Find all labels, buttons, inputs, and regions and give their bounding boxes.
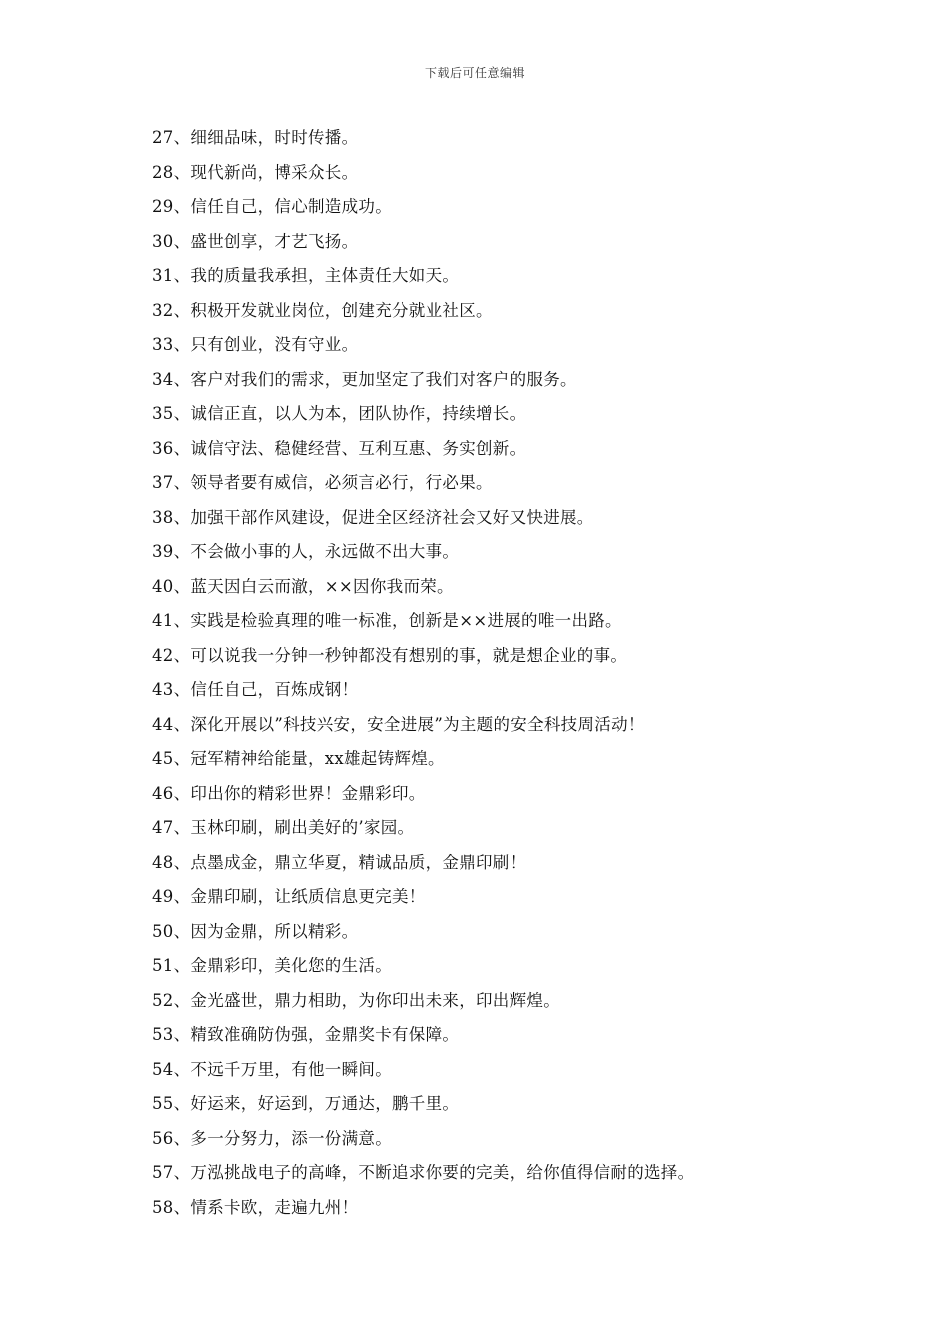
slogan-list (152, 121, 872, 1225)
list-item: 33、只有创业，没有守业。 (152, 335, 359, 354)
list-item: 40、蓝天因白云而澈，××因你我而荣。 (152, 576, 454, 596)
list-item: 50、因为金鼎，所以精彩。 (152, 921, 359, 941)
list-item: 49、金鼎印刷，让纸质信息更完美！ (152, 887, 426, 906)
list-item: 44、深化开展以”科技兴安，安全进展”为主题的安全科技周活动！ (152, 714, 645, 734)
list-item: 51、金鼎彩印，美化您的生活。 (152, 956, 392, 975)
list-item: 53、精致准确防伪强，金鼎奖卡有保障。 (152, 1025, 460, 1044)
list-item: 52、金光盛世，鼎力相助，为你印出未来，印出辉煌。 (152, 990, 560, 1010)
list-item: 32、积极开发就业岗位，创建充分就业社区。 (152, 300, 493, 320)
list-item: 29、信任自己，信心制造成功。 (152, 197, 392, 216)
list-item: 42、可以说我一分钟一秒钟都没有想别的事，就是想企业的事。 (152, 645, 628, 665)
page-header: 下载后可任意编辑 (424, 66, 525, 80)
list-item: 56、多一分努力，添一份满意。 (152, 1128, 392, 1148)
list-item: 35、诚信正直，以人为本，团队协作，持续增长。 (152, 404, 527, 423)
list-item: 38、加强干部作风建设，促进全区经济社会又好又快进展。 (152, 507, 594, 527)
list-item: 55、好运来，好运到，万通达，鹏千里。 (152, 1094, 460, 1113)
list-item: 45、冠军精神给能量，xx雄起铸辉煌。 (152, 749, 445, 768)
list-item: 31、我的质量我承担，主体责任大如天。 (152, 266, 460, 285)
list-item: 48、点墨成金，鼎立华夏，精诚品质，金鼎印刷！ (152, 852, 527, 872)
list-item: 57、万泓挑战电子的高峰，不断追求你要的完美，给你值得信耐的选择。 (152, 1163, 695, 1182)
list-item: 43、信任自己，百炼成钢！ (152, 680, 359, 699)
list-item: 39、不会做小事的人，永远做不出大事。 (152, 542, 460, 561)
list-item: 36、诚信守法、稳健经营、互利互惠、务实创新。 (152, 438, 527, 458)
list-item: 37、领导者要有威信，必须言必行，行必果。 (152, 473, 493, 492)
list-item: 41、实践是检验真理的唯一标准，创新是××进展的唯一出路。 (152, 611, 622, 630)
list-item: 30、盛世创享，才艺飞扬。 (152, 231, 359, 251)
list-item: 34、客户对我们的需求，更加坚定了我们对客户的服务。 (152, 369, 577, 389)
list-item: 27、细细品味，时时传播。 (152, 128, 359, 147)
list-item: 54、不远千万里，有他一瞬间。 (152, 1059, 392, 1079)
list-item: 28、现代新尚，博采众长。 (152, 162, 359, 182)
list-item: 47、玉林印刷，刷出美好的’家园。 (152, 818, 415, 837)
list-item: 46、印出你的精彩世界！金鼎彩印。 (152, 783, 426, 803)
list-item: 58、情系卡欧，走遍九州！ (152, 1197, 359, 1217)
